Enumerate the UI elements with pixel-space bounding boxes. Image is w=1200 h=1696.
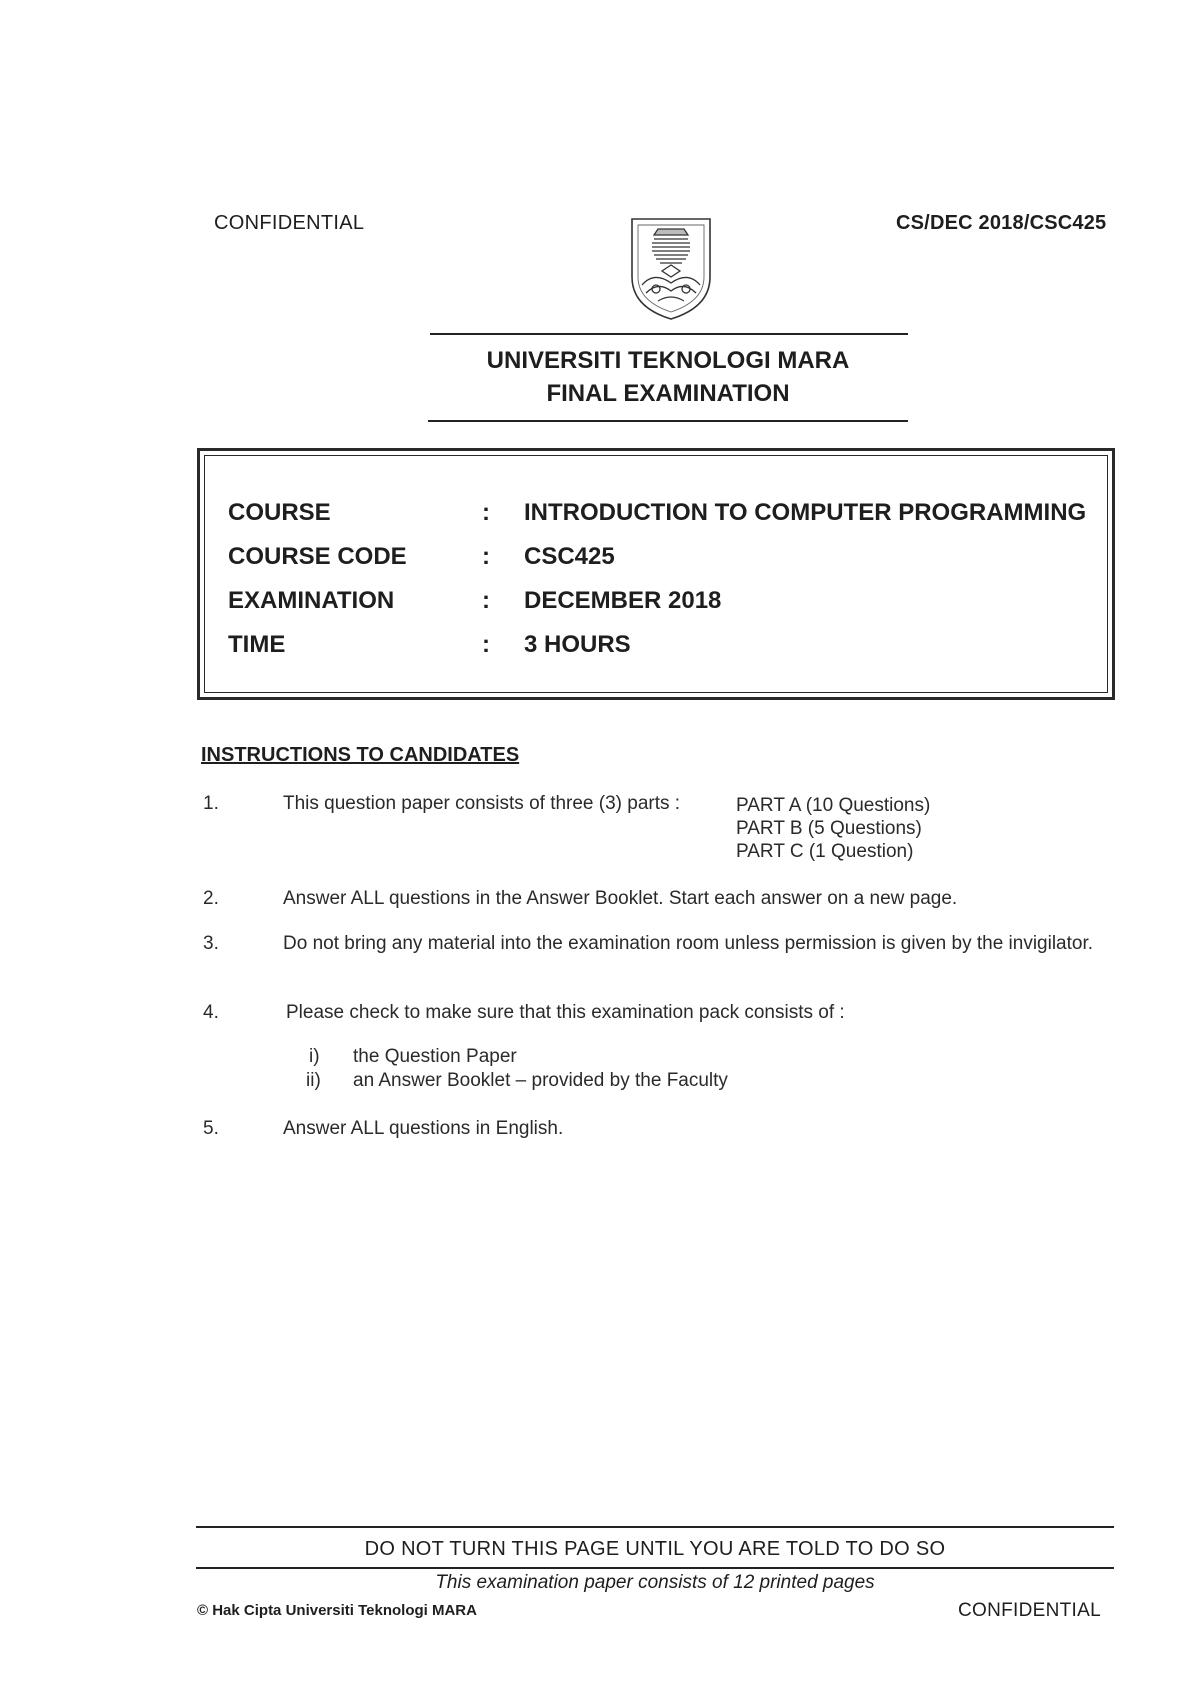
pack-item-1-text: the Question Paper (353, 1046, 517, 1067)
instruction-4-text: Please check to make sure that this examination pack consists of : (286, 1002, 845, 1023)
instruction-1-text: This question paper consists of three (3) parts : (283, 793, 681, 814)
footer-page-count-note: This examination paper consists of 12 printed pages (435, 1572, 875, 1593)
examination-colon: : (482, 587, 490, 614)
exam-title-block (400, 344, 936, 410)
footer-middle-rule (196, 1567, 1114, 1569)
course-code-label: COURSE CODE (228, 543, 407, 570)
instruction-4-number: 4. (203, 1002, 219, 1023)
pack-item-2-number: ii) (306, 1070, 321, 1091)
instruction-3-number: 3. (203, 933, 219, 954)
time-row (200, 629, 1112, 661)
examination-row (200, 585, 1112, 617)
pack-item-1-number: i) (309, 1046, 320, 1067)
instruction-3-text: Do not bring any material into the examination room unless permission is given by the invigilator. (283, 933, 1094, 954)
instruction-1-number: 1. (203, 793, 219, 814)
course-colon: : (482, 499, 490, 526)
course-code-colon: : (482, 543, 490, 570)
part-b: PART B (5 Questions) (736, 818, 922, 839)
course-label: COURSE (228, 499, 331, 526)
header-confidential-label: CONFIDENTIAL (214, 212, 365, 234)
instructions-heading: INSTRUCTIONS TO CANDIDATES (201, 744, 520, 766)
examination-label: EXAMINATION (228, 587, 395, 614)
part-c: PART C (1 Question) (736, 841, 914, 862)
time-colon: : (482, 631, 490, 658)
title-bottom-rule (428, 420, 908, 422)
footer-warning: DO NOT TURN THIS PAGE UNTIL YOU ARE TOLD TO DO SO (364, 1538, 946, 1560)
time-value: 3 HOURS (524, 631, 631, 658)
exam-type: FINAL EXAMINATION (546, 380, 790, 407)
course-value: INTRODUCTION TO COMPUTER PROGRAMMING (524, 499, 1087, 526)
header-exam-code: CS/DEC 2018/CSC425 (896, 212, 1107, 234)
exam-parts-list (736, 794, 930, 863)
instruction-2-text: Answer ALL questions in the Answer Booklet. Start each answer on a new page. (283, 888, 958, 909)
footer-confidential-label: CONFIDENTIAL (958, 1600, 1101, 1621)
instruction-2-number: 2. (203, 888, 219, 909)
university-name: UNIVERSITI TEKNOLOGI MARA (486, 347, 850, 374)
instruction-5-number: 5. (203, 1118, 219, 1139)
course-info-box (197, 448, 1115, 700)
pack-item-2-text: an Answer Booklet – provided by the Faculty (353, 1070, 728, 1091)
course-code-row (200, 541, 1112, 573)
title-top-rule (430, 333, 908, 335)
footer-top-rule (196, 1526, 1114, 1528)
part-a: PART A (10 Questions) (736, 795, 931, 816)
copyright-notice: © Hak Cipta Universiti Teknologi MARA (197, 1602, 477, 1619)
course-code-value: CSC425 (524, 543, 615, 570)
course-row (200, 497, 1112, 529)
time-label: TIME (228, 631, 286, 658)
examination-value: DECEMBER 2018 (524, 587, 722, 614)
instruction-5-text: Answer ALL questions in English. (283, 1118, 564, 1139)
university-crest-icon (628, 215, 714, 323)
